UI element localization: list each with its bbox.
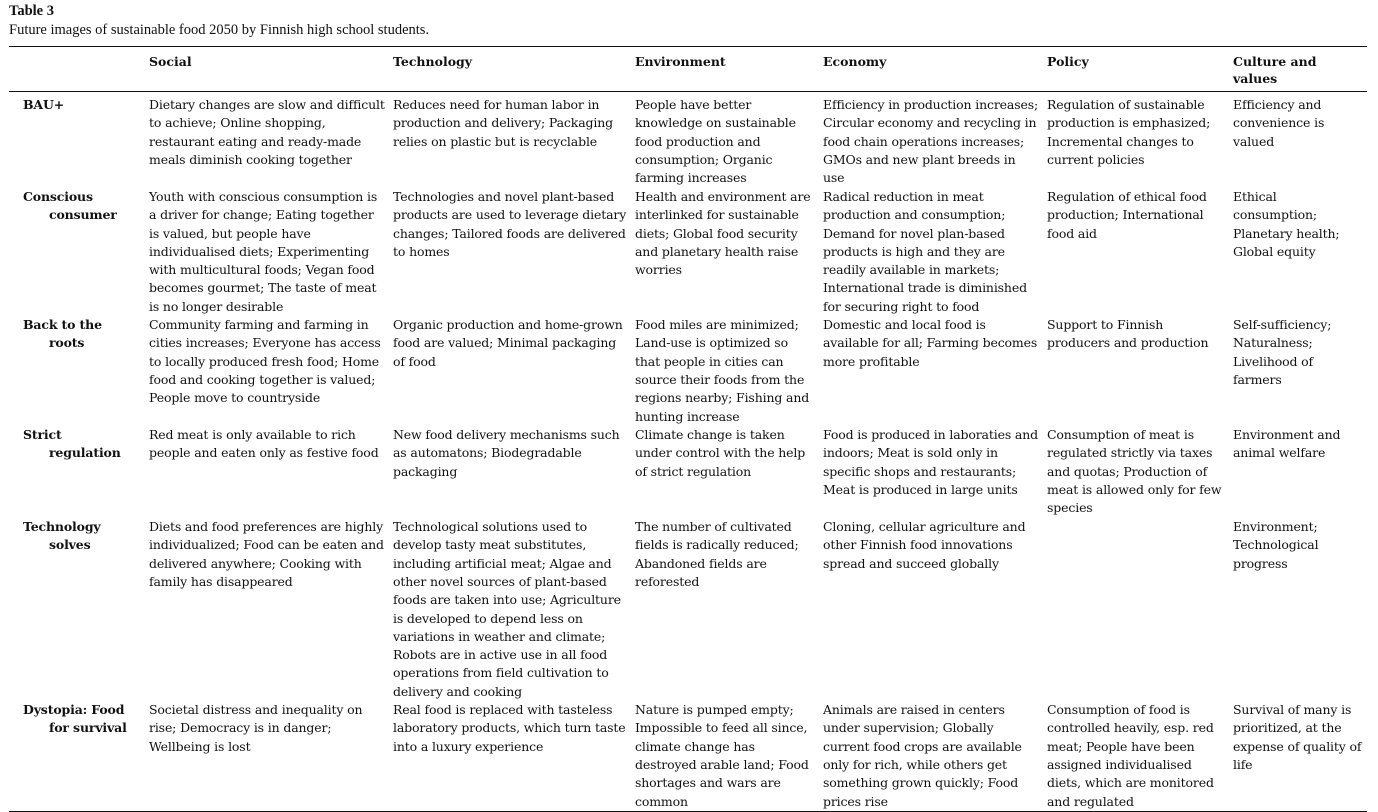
row-header-line1: Conscious	[23, 189, 93, 204]
row-header	[9, 92, 145, 189]
table-figure	[9, 2, 1367, 809]
table-cell: Environment; Technological progress	[1233, 519, 1319, 571]
table-cell: New food delivery mechanisms such as automatons; Biodegradable packaging	[393, 427, 620, 479]
table-cell: Environment and animal welfare	[1233, 427, 1341, 461]
row-header-line1: Dystopia: Food	[23, 702, 125, 718]
row-header	[9, 316, 145, 426]
column-header-economy: Economy	[819, 47, 1043, 92]
table-row	[9, 518, 1367, 701]
table-cell: Nature is pumped empty; Impossible to feed all since, climate change has destroyed arable land; Food shortages and wars are common	[635, 702, 809, 809]
table-cell: The number of cultivated fields is radically reduced; Abandoned fields are reforested	[635, 519, 799, 589]
table-cell: Food is produced in laboraties and indoors; Meat is sold only in specific shops and restaurants; Meat is produced in large units	[823, 427, 1038, 497]
table-cell: Food miles are minimized; Land-use is optimized so that people in cities can source their foods from the regions nearby; Fishing and hunting increase	[635, 317, 810, 424]
row-header-line1: Technology	[23, 519, 101, 535]
table-cell: Societal distress and inequality on rise; Democracy is in danger; Wellbeing is lost	[149, 702, 363, 754]
table-cell: Real food is replaced with tasteless laboratory products, which turn taste into a luxury experience	[393, 702, 626, 754]
column-header-technology: Technology	[389, 47, 631, 92]
table-cell: Consumption of meat is regulated strictly via taxes and quotas; Production of meat is allowed only for few species	[1047, 427, 1222, 516]
table-cell: Reduces need for human labor in production and delivery; Packaging relies on plastic but is recyclable	[393, 97, 613, 149]
row-header-line2: solves	[49, 537, 91, 553]
table-cell: Ethical consumption; Planetary health; Global equity	[1233, 189, 1340, 259]
table-cell: Domestic and local food is available for all; Farming becomes more profitable	[823, 317, 1038, 369]
table-cell: Dietary changes are slow and difficult to achieve; Online shopping, restaurant eating and ready-made meals diminish cooking together	[149, 97, 385, 167]
table-label: Table 3	[9, 3, 54, 19]
table-cell: Survival of many is prioritized, at the expense of quality of life	[1233, 702, 1362, 772]
table-cell: Diets and food preferences are highly individualized; Food can be eaten and delivered anywhere; Cooking with family has disappeared	[149, 519, 384, 589]
table-cell: Self-sufficiency; Naturalness; Livelihood of farmers	[1233, 317, 1332, 387]
row-header-line2: consumer	[49, 207, 117, 223]
table-cell: Community farming and farming in cities increases; Everyone has access to locally produced fresh food; Home food and cooking together is valued; People move to countryside	[149, 317, 381, 406]
row-header-line2: for survival	[49, 720, 127, 736]
row-header-line1: BAU+	[23, 97, 65, 112]
table-cell: Health and environment are interlinked for sustainable diets; Global food security and planetary health raise worries	[635, 189, 811, 278]
row-header	[9, 518, 145, 701]
column-header-policy: Policy	[1043, 47, 1229, 92]
row-header	[9, 701, 145, 811]
table-cell: Efficiency in production increases; Circular economy and recycling in food chain operations increases; GMOs and new plant breeds in use	[823, 97, 1039, 186]
table-caption: Future images of sustainable food 2050 by Finnish high school students.	[9, 22, 430, 38]
column-header-environment: Environment	[631, 47, 819, 92]
table-cell: Climate change is taken under control with the help of strict regulation	[635, 427, 806, 479]
row-header-line2: regulation	[49, 445, 121, 461]
row-header-line1: Strict	[23, 427, 62, 443]
table-cell: Animals are raised in centers under supervision; Globally current food crops are available only for rich, while others get something grown quickly; Food prices rise	[823, 702, 1022, 809]
table-cell: Technological solutions used to develop tasty meat substitutes, including artificial meat; Algae and other novel sources of plant-based foods are taken into use; Agriculture is developed to depend less on variations in weather and climate; Robots are in active use in all food operations from field cultivation to delivery and cooking	[393, 519, 621, 699]
table-cell: Support to Finnish producers and production	[1047, 317, 1209, 351]
table-cell: People have better knowledge on sustainable food production and consumption; Organic farming increases	[635, 97, 796, 186]
table-cell: Regulation of ethical food production; International food aid	[1047, 189, 1207, 241]
table-cell: Youth with conscious consumption is a driver for change; Eating together is valued, but people have individualised diets; Experimenting with multicultural foods; Vegan food becomes gourmet; The taste of meat is no longer desirable	[149, 189, 378, 314]
table-row	[9, 316, 1367, 426]
row-header	[9, 188, 145, 316]
table-cell: Technologies and novel plant-based products are used to leverage dietary changes; Tailored foods are delivered to homes	[393, 189, 627, 259]
column-header-social: Social	[145, 47, 389, 92]
table-row	[9, 188, 1367, 316]
table-cell	[1043, 518, 1229, 701]
table-cell: Consumption of food is controlled heavily, esp. red meat; People have been assigned individualised diets, which are monitored and regulated	[1047, 702, 1214, 809]
row-header-line2: roots	[49, 335, 85, 351]
header-row	[9, 47, 1367, 92]
table-row	[9, 92, 1367, 189]
table-cell: Red meat is only available to rich people and eaten only as festive food	[149, 427, 379, 461]
table-row	[9, 701, 1367, 811]
column-header-scenario	[9, 47, 145, 92]
column-header-culture-values: Culture and values	[1229, 47, 1367, 92]
row-header	[9, 426, 145, 518]
table-cell: Regulation of sustainable production is emphasized; Incremental changes to current policies	[1047, 97, 1211, 167]
table-cell: Organic production and home-grown food are valued; Minimal packaging of food	[393, 317, 623, 369]
table-cell: Radical reduction in meat production and consumption; Demand for novel plan-based products is high and they are readily available in markets; International trade is diminished for securing right to food	[823, 189, 1027, 314]
row-header-line1: Back to the	[23, 317, 102, 333]
table-cell: Cloning, cellular agriculture and other Finnish food innovations spread and succeed globally	[823, 519, 1026, 571]
future-images-table	[9, 46, 1367, 812]
table-row	[9, 426, 1367, 518]
table-cell: Efficiency and convenience is valued	[1233, 97, 1325, 149]
